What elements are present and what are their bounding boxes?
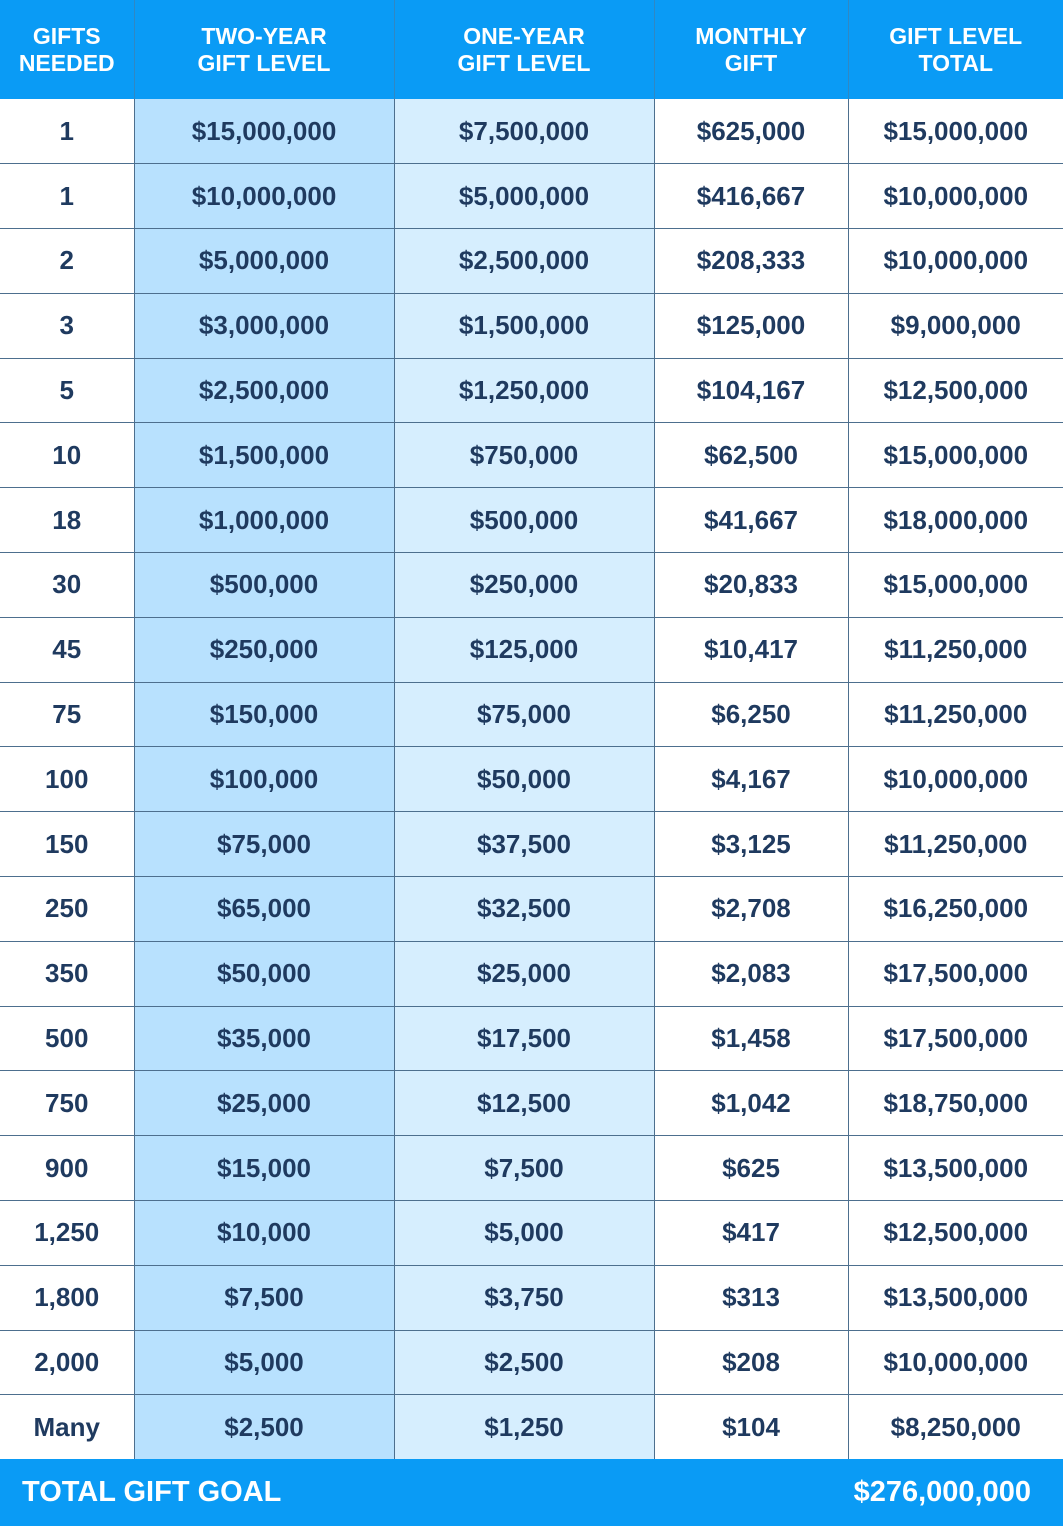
gifts-needed-cell: 10 [0, 423, 134, 488]
gifts-needed-cell: 1,800 [0, 1265, 134, 1330]
one-year-gift-cell: $75,000 [394, 682, 654, 747]
header-gifts-needed: GIFTS NEEDED [0, 0, 134, 99]
table-row [0, 812, 1063, 877]
table-row [0, 423, 1063, 488]
gifts-needed-cell: 1 [0, 164, 134, 229]
monthly-gift-cell: $625 [654, 1136, 848, 1201]
gift-level-total-cell: $18,000,000 [848, 488, 1063, 553]
two-year-gift-cell: $65,000 [134, 877, 394, 942]
table-body [0, 99, 1063, 1460]
one-year-gift-cell: $7,500 [394, 1136, 654, 1201]
one-year-gift-cell: $17,500 [394, 1006, 654, 1071]
gift-level-total-cell: $13,500,000 [848, 1265, 1063, 1330]
table-row [0, 877, 1063, 942]
gift-level-total-cell: $11,250,000 [848, 682, 1063, 747]
one-year-gift-cell: $32,500 [394, 877, 654, 942]
two-year-gift-cell: $10,000,000 [134, 164, 394, 229]
monthly-gift-cell: $417 [654, 1201, 848, 1266]
gift-level-total-cell: $15,000,000 [848, 553, 1063, 618]
header-one-year-gift-level: ONE-YEAR GIFT LEVEL [394, 0, 654, 99]
monthly-gift-cell: $104 [654, 1395, 848, 1460]
table-row [0, 1201, 1063, 1266]
gift-level-total-cell: $16,250,000 [848, 877, 1063, 942]
two-year-gift-cell: $75,000 [134, 812, 394, 877]
two-year-gift-cell: $250,000 [134, 617, 394, 682]
monthly-gift-cell: $1,042 [654, 1071, 848, 1136]
one-year-gift-cell: $500,000 [394, 488, 654, 553]
table-row [0, 1265, 1063, 1330]
table-row [0, 553, 1063, 618]
table-row [0, 747, 1063, 812]
gifts-needed-cell: 30 [0, 553, 134, 618]
gift-level-total-cell: $15,000,000 [848, 423, 1063, 488]
table-row [0, 1006, 1063, 1071]
monthly-gift-cell: $20,833 [654, 553, 848, 618]
total-gift-goal-bar [0, 1459, 1063, 1526]
two-year-gift-cell: $3,000,000 [134, 293, 394, 358]
table-row [0, 229, 1063, 294]
two-year-gift-cell: $2,500 [134, 1395, 394, 1460]
gifts-needed-cell: 500 [0, 1006, 134, 1071]
one-year-gift-cell: $3,750 [394, 1265, 654, 1330]
two-year-gift-cell: $35,000 [134, 1006, 394, 1071]
total-gift-goal-value: $276,000,000 [853, 1476, 1031, 1508]
table-row [0, 682, 1063, 747]
gift-level-total-cell: $17,500,000 [848, 941, 1063, 1006]
table-row [0, 617, 1063, 682]
two-year-gift-cell: $1,500,000 [134, 423, 394, 488]
two-year-gift-cell: $2,500,000 [134, 358, 394, 423]
table-row [0, 1330, 1063, 1395]
monthly-gift-cell: $416,667 [654, 164, 848, 229]
one-year-gift-cell: $5,000,000 [394, 164, 654, 229]
monthly-gift-cell: $313 [654, 1265, 848, 1330]
monthly-gift-cell: $2,083 [654, 941, 848, 1006]
table-row [0, 488, 1063, 553]
gift-level-total-cell: $17,500,000 [848, 1006, 1063, 1071]
monthly-gift-cell: $62,500 [654, 423, 848, 488]
one-year-gift-cell: $1,500,000 [394, 293, 654, 358]
gift-level-total-cell: $12,500,000 [848, 1201, 1063, 1266]
gifts-needed-cell: Many [0, 1395, 134, 1460]
one-year-gift-cell: $5,000 [394, 1201, 654, 1266]
total-gift-goal-label: TOTAL GIFT GOAL [22, 1476, 282, 1508]
gift-level-total-cell: $10,000,000 [848, 747, 1063, 812]
one-year-gift-cell: $7,500,000 [394, 99, 654, 164]
gift-level-total-cell: $12,500,000 [848, 358, 1063, 423]
one-year-gift-cell: $2,500 [394, 1330, 654, 1395]
table-row [0, 164, 1063, 229]
gifts-needed-cell: 900 [0, 1136, 134, 1201]
monthly-gift-cell: $10,417 [654, 617, 848, 682]
two-year-gift-cell: $5,000,000 [134, 229, 394, 294]
two-year-gift-cell: $1,000,000 [134, 488, 394, 553]
monthly-gift-cell: $2,708 [654, 877, 848, 942]
two-year-gift-cell: $150,000 [134, 682, 394, 747]
header-monthly-gift: MONTHLY GIFT [654, 0, 848, 99]
header-gift-level-total: GIFT LEVEL TOTAL [848, 0, 1063, 99]
monthly-gift-cell: $208 [654, 1330, 848, 1395]
monthly-gift-cell: $1,458 [654, 1006, 848, 1071]
two-year-gift-cell: $15,000 [134, 1136, 394, 1201]
gifts-needed-cell: 2,000 [0, 1330, 134, 1395]
two-year-gift-cell: $15,000,000 [134, 99, 394, 164]
gifts-needed-cell: 750 [0, 1071, 134, 1136]
gifts-needed-cell: 75 [0, 682, 134, 747]
gifts-needed-cell: 250 [0, 877, 134, 942]
table-row [0, 941, 1063, 1006]
gift-level-total-cell: $11,250,000 [848, 617, 1063, 682]
monthly-gift-cell: $125,000 [654, 293, 848, 358]
gift-level-total-cell: $18,750,000 [848, 1071, 1063, 1136]
gifts-needed-cell: 2 [0, 229, 134, 294]
one-year-gift-cell: $1,250 [394, 1395, 654, 1460]
one-year-gift-cell: $750,000 [394, 423, 654, 488]
gift-level-total-cell: $10,000,000 [848, 164, 1063, 229]
table-row [0, 1395, 1063, 1460]
gifts-needed-cell: 1 [0, 99, 134, 164]
table-row [0, 1136, 1063, 1201]
one-year-gift-cell: $37,500 [394, 812, 654, 877]
gift-level-total-cell: $10,000,000 [848, 1330, 1063, 1395]
two-year-gift-cell: $25,000 [134, 1071, 394, 1136]
gifts-needed-cell: 350 [0, 941, 134, 1006]
two-year-gift-cell: $100,000 [134, 747, 394, 812]
two-year-gift-cell: $10,000 [134, 1201, 394, 1266]
table-row [0, 358, 1063, 423]
gifts-needed-cell: 150 [0, 812, 134, 877]
gift-level-total-cell: $11,250,000 [848, 812, 1063, 877]
gift-level-total-cell: $8,250,000 [848, 1395, 1063, 1460]
gifts-needed-cell: 3 [0, 293, 134, 358]
gifts-needed-cell: 100 [0, 747, 134, 812]
table-row [0, 99, 1063, 164]
two-year-gift-cell: $5,000 [134, 1330, 394, 1395]
one-year-gift-cell: $25,000 [394, 941, 654, 1006]
monthly-gift-cell: $6,250 [654, 682, 848, 747]
monthly-gift-cell: $4,167 [654, 747, 848, 812]
one-year-gift-cell: $125,000 [394, 617, 654, 682]
header-two-year-gift-level: TWO-YEAR GIFT LEVEL [134, 0, 394, 99]
monthly-gift-cell: $3,125 [654, 812, 848, 877]
gifts-needed-cell: 1,250 [0, 1201, 134, 1266]
gift-level-total-cell: $9,000,000 [848, 293, 1063, 358]
table-row [0, 293, 1063, 358]
two-year-gift-cell: $7,500 [134, 1265, 394, 1330]
one-year-gift-cell: $12,500 [394, 1071, 654, 1136]
gift-level-total-cell: $15,000,000 [848, 99, 1063, 164]
header-row [0, 0, 1063, 99]
two-year-gift-cell: $500,000 [134, 553, 394, 618]
one-year-gift-cell: $50,000 [394, 747, 654, 812]
two-year-gift-cell: $50,000 [134, 941, 394, 1006]
gift-level-total-cell: $10,000,000 [848, 229, 1063, 294]
one-year-gift-cell: $1,250,000 [394, 358, 654, 423]
monthly-gift-cell: $104,167 [654, 358, 848, 423]
one-year-gift-cell: $250,000 [394, 553, 654, 618]
monthly-gift-cell: $41,667 [654, 488, 848, 553]
one-year-gift-cell: $2,500,000 [394, 229, 654, 294]
gifts-needed-cell: 18 [0, 488, 134, 553]
monthly-gift-cell: $625,000 [654, 99, 848, 164]
gifts-needed-cell: 5 [0, 358, 134, 423]
table-row [0, 1071, 1063, 1136]
gifts-needed-cell: 45 [0, 617, 134, 682]
gift-level-total-cell: $13,500,000 [848, 1136, 1063, 1201]
monthly-gift-cell: $208,333 [654, 229, 848, 294]
